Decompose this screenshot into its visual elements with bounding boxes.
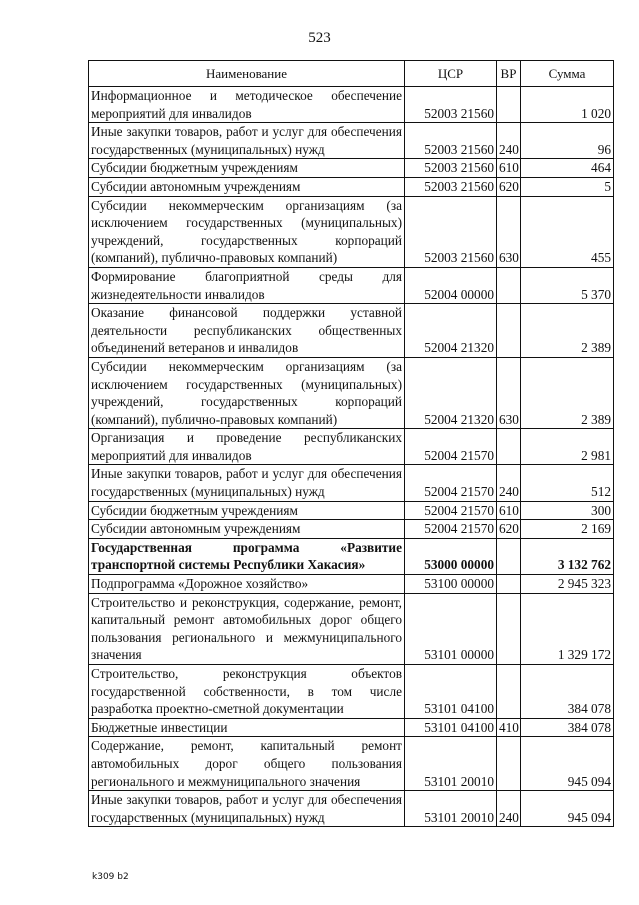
row-vr: 630: [497, 196, 521, 267]
row-name: Формирование благоприятной среды для жизнедеятельности инвалидов: [89, 267, 405, 303]
table-row: [89, 737, 614, 791]
table-row: [89, 791, 614, 827]
footer-code: k309 b2: [92, 872, 129, 882]
row-csr: 52004 21570: [405, 465, 497, 501]
row-vr: [497, 665, 521, 719]
row-csr: 52003 21560: [405, 87, 497, 123]
row-vr: 610: [497, 159, 521, 178]
row-name: Подпрограмма «Дорожное хозяйство»: [89, 575, 405, 594]
row-csr: 53100 00000: [405, 575, 497, 594]
row-vr: [497, 429, 521, 465]
row-sum: 1 020: [521, 87, 614, 123]
row-name: Иные закупки товаров, работ и услуг для обеспечения государственных (муниципальных) нужд: [89, 465, 405, 501]
table-row: [89, 501, 614, 520]
header-sum: Сумма: [521, 61, 614, 87]
row-csr: 52004 21320: [405, 304, 497, 358]
row-sum: 96: [521, 123, 614, 159]
table-row: [89, 575, 614, 594]
table-row: [89, 538, 614, 574]
row-csr: 52004 21570: [405, 520, 497, 539]
row-name: Субсидии бюджетным учреждениям: [89, 159, 405, 178]
row-vr: 610: [497, 501, 521, 520]
row-sum: 300: [521, 501, 614, 520]
header-vr: ВР: [497, 61, 521, 87]
row-csr: 53101 20010: [405, 737, 497, 791]
row-name: Субсидии некоммерческим организациям (за исключением государственных (муниципальных) учреждений, государственных корпораций (компаний), публично-правовых компаний): [89, 196, 405, 267]
row-name: Субсидии автономным учреждениям: [89, 520, 405, 539]
row-vr: 240: [497, 791, 521, 827]
row-sum: 5: [521, 177, 614, 196]
table-row: [89, 593, 614, 664]
row-sum: 512: [521, 465, 614, 501]
row-name: Организация и проведение республиканских мероприятий для инвалидов: [89, 429, 405, 465]
table-row: [89, 159, 614, 178]
page-number: 523: [308, 30, 331, 46]
row-name: Содержание, ремонт, капитальный ремонт автомобильных дорог общего пользования регионального и межмуниципального значения: [89, 737, 405, 791]
row-name: Бюджетные инвестиции: [89, 718, 405, 737]
row-vr: [497, 304, 521, 358]
header-csr: ЦСР: [405, 61, 497, 87]
row-sum: 2 945 323: [521, 575, 614, 594]
row-name: Иные закупки товаров, работ и услуг для обеспечения государственных (муниципальных) нужд: [89, 123, 405, 159]
row-sum: 1 329 172: [521, 593, 614, 664]
table-row: [89, 665, 614, 719]
table-row: [89, 123, 614, 159]
row-name: Строительство, реконструкция объектов государственной собственности, в том числе разработка проектно-сметной документации: [89, 665, 405, 719]
row-vr: 240: [497, 465, 521, 501]
row-csr: 52004 00000: [405, 267, 497, 303]
row-sum: 455: [521, 196, 614, 267]
row-csr: 52003 21560: [405, 123, 497, 159]
table-header: [89, 61, 614, 87]
row-name: Иные закупки товаров, работ и услуг для обеспечения государственных (муниципальных) нужд: [89, 791, 405, 827]
row-sum: 2 169: [521, 520, 614, 539]
table-row: [89, 267, 614, 303]
row-csr: 52003 21560: [405, 159, 497, 178]
row-sum: 945 094: [521, 791, 614, 827]
row-sum: 945 094: [521, 737, 614, 791]
table-row: [89, 520, 614, 539]
table-row: [89, 87, 614, 123]
header-row: [89, 61, 614, 87]
row-csr: 52003 21560: [405, 177, 497, 196]
row-name: Оказание финансовой поддержки уставной деятельности республиканских общественных объединений ветеранов и инвалидов: [89, 304, 405, 358]
header-name: Наименование: [89, 61, 405, 87]
row-csr: 53101 00000: [405, 593, 497, 664]
row-sum: 2 981: [521, 429, 614, 465]
row-vr: 240: [497, 123, 521, 159]
table-row: [89, 357, 614, 428]
row-vr: [497, 593, 521, 664]
table-body: [89, 87, 614, 827]
table-row: [89, 304, 614, 358]
row-vr: 410: [497, 718, 521, 737]
row-vr: [497, 737, 521, 791]
row-name: Субсидии некоммерческим организациям (за исключением государственных (муниципальных) учреждений, государственных корпораций (компаний), публично-правовых компаний): [89, 357, 405, 428]
row-sum: 464: [521, 159, 614, 178]
row-name: Государственная программа «Развитие транспортной системы Республики Хакасия»: [89, 538, 405, 574]
row-name: Информационное и методическое обеспечение мероприятий для инвалидов: [89, 87, 405, 123]
budget-table: [88, 60, 614, 827]
row-vr: [497, 87, 521, 123]
row-csr: 52004 21570: [405, 501, 497, 520]
row-csr: 53101 04100: [405, 665, 497, 719]
row-csr: 52003 21560: [405, 196, 497, 267]
row-vr: 620: [497, 520, 521, 539]
row-sum: 384 078: [521, 665, 614, 719]
row-csr: 53101 20010: [405, 791, 497, 827]
row-name: Субсидии автономным учреждениям: [89, 177, 405, 196]
row-vr: [497, 575, 521, 594]
row-sum: 3 132 762: [521, 538, 614, 574]
row-vr: [497, 538, 521, 574]
row-name: Строительство и реконструкция, содержание, ремонт, капитальный ремонт автомобильных дорог общего пользования регионального и межмуниципального значения: [89, 593, 405, 664]
table-row: [89, 465, 614, 501]
row-vr: 620: [497, 177, 521, 196]
row-vr: 630: [497, 357, 521, 428]
table-row: [89, 718, 614, 737]
row-sum: 384 078: [521, 718, 614, 737]
row-sum: 2 389: [521, 357, 614, 428]
row-csr: 52004 21320: [405, 357, 497, 428]
row-name: Субсидии бюджетным учреждениям: [89, 501, 405, 520]
table-row: [89, 196, 614, 267]
row-csr: 52004 21570: [405, 429, 497, 465]
table-row: [89, 429, 614, 465]
row-csr: 53101 04100: [405, 718, 497, 737]
row-sum: 5 370: [521, 267, 614, 303]
row-vr: [497, 267, 521, 303]
table-row: [89, 177, 614, 196]
row-sum: 2 389: [521, 304, 614, 358]
row-csr: 53000 00000: [405, 538, 497, 574]
